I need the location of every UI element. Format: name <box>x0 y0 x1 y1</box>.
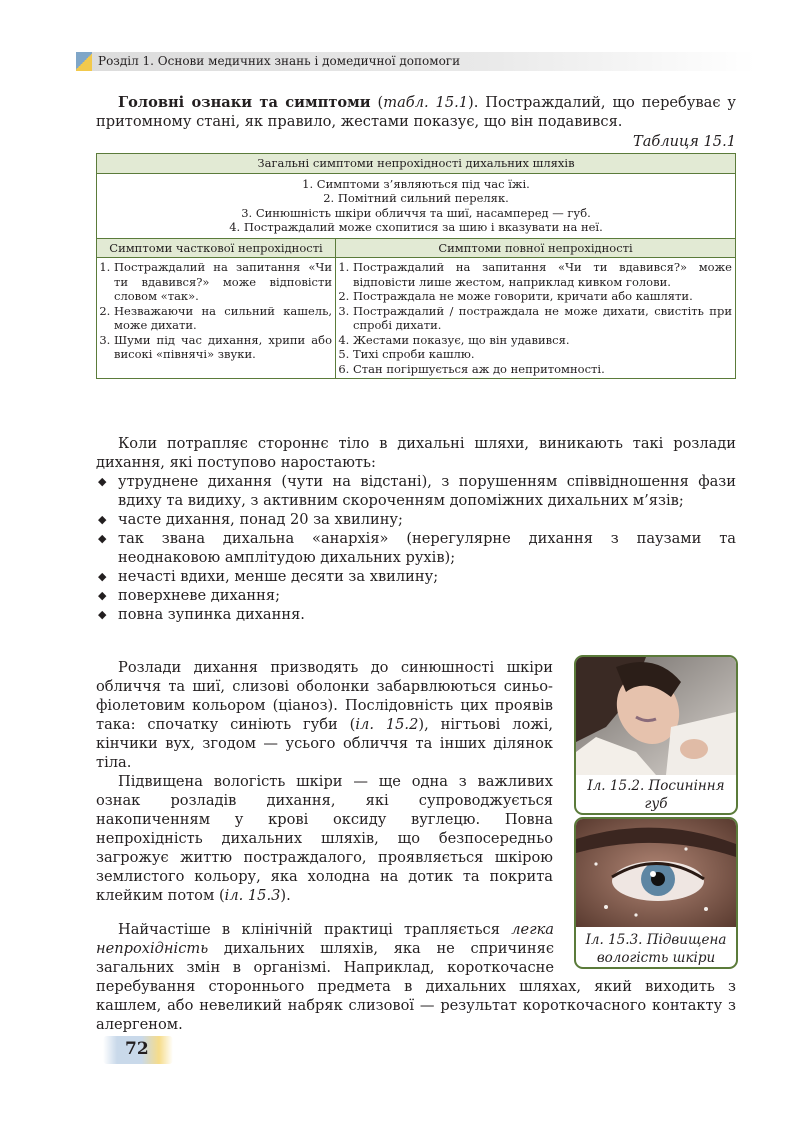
general-symptom-3: 3. Синюшність шкіри обличчя та шиї, насамперед — губ. <box>241 205 591 220</box>
full-symptom-1: 1. Постраждалий на запитання «Чи ти вдавився?» може відповісти лише жестом, наприклад кивком голови. <box>353 260 732 289</box>
figure-cyanosis-lips <box>574 655 738 815</box>
intro-text: ). Постраждалий, що перебуває у притомному стані, як правило, жестами показує, що він подавився. <box>96 94 736 130</box>
intro-ref-open: ( <box>370 94 384 111</box>
full-symptom-6: 6. Стан погіршується аж до непритомності. <box>353 362 732 377</box>
paragraph-moisture <box>96 772 553 905</box>
figure-caption-15-2: Іл. 15.2. Посиніння губ <box>587 778 725 812</box>
intro-paragraph <box>96 93 736 131</box>
p3-text-a: Підвищена вологість шкіри — ще одна з важливих ознак розладів дихання, які супроводжується накопиченням у крові оксиду вуглецю. Повна непрохідність дихальних шляхів, що безпосередньо загрожує життю постраждалого, проявляється шкірою землистого кольору, яка холодна на дотик та покрита клейким потом ( <box>96 773 553 904</box>
list-item <box>96 529 736 567</box>
list-item-text: нечасті вдихи, менше десяти за хвилину; <box>118 568 439 585</box>
list-item <box>96 586 736 605</box>
full-symptom-2: 2. Постраждала не може говорити, кричати або кашляти. <box>353 289 732 304</box>
p4-text-a: Найчастіше в клінічній практиці трапляється <box>118 921 512 938</box>
page-number: 72 <box>125 1039 149 1059</box>
partial-symptom-2: 2. Незважаючи на сильний кашель, може дихати. <box>114 304 332 333</box>
col-header-full: Симптоми повної непрохідності <box>336 238 736 258</box>
diamond-bullet-icon: ◆ <box>98 589 107 602</box>
list-item <box>96 472 736 510</box>
general-symptom-4: 4. Постраждалий може схопитися за шию і вказувати на неї. <box>229 220 603 234</box>
full-symptom-4: 4. Жестами показує, що він удавився. <box>353 333 732 348</box>
diamond-bullet-icon: ◆ <box>98 475 107 488</box>
general-symptom-1: 1. Симптоми з’являються під час їжі. <box>302 176 530 191</box>
disorders-list <box>96 472 736 624</box>
intro-bold-lead: Головні ознаки та симптоми <box>118 94 371 111</box>
list-item-text: утруднене дихання (чути на відстані), з порушенням співвідношення фази вдиху та видиху, з активним скороченням допоміжних дихальних м’язів; <box>118 473 736 509</box>
list-item <box>96 510 736 529</box>
list-item-text: так звана дихальна «анархія» (нерегулярне дихання з паузами та неоднаковою амплітудою дихальних рухів); <box>118 530 736 566</box>
header-corner-mark <box>76 52 92 71</box>
p2-figure-ref: іл. 15.2 <box>355 716 419 733</box>
p3-text-b: ). <box>280 887 291 904</box>
diamond-bullet-icon: ◆ <box>98 570 107 583</box>
breathing-disorders-section <box>96 434 736 624</box>
p4-emphasis: легка непрохідність <box>96 921 554 957</box>
diamond-bullet-icon: ◆ <box>98 532 107 545</box>
p4-text-b: дихальних шляхів, яка не спричиняє загальних змін в організмі. Наприклад, короткочасне перебування стороннього предмета в дихальних шляхах, який виходить з кашлем, або невеликий набряк слизової — результат короткочасного контакту з алергеном. <box>96 940 736 1033</box>
running-title: Розділ 1. Основи медичних знань і домедичної допомоги <box>98 54 461 68</box>
col-header-partial: Симптоми часткової непрохідності <box>97 238 336 258</box>
list-item-text: поверхневе дихання; <box>118 587 281 604</box>
narrow-text-column <box>96 658 553 905</box>
full-symptoms-cell <box>336 258 736 379</box>
intro-table-ref: табл. 15.1 <box>383 94 469 111</box>
diamond-bullet-icon: ◆ <box>98 513 107 526</box>
diamond-bullet-icon: ◆ <box>98 608 107 621</box>
paragraph-disorders-intro: Коли потрапляє стороннє тіло в дихальні шляхи, виникають такі розлади дихання, які поступово наростають: <box>96 435 736 471</box>
p2-text-b: ), нігтьові ложі, кінчики вух, згодом — усього обличчя та інших ділянок тіла. <box>96 716 554 771</box>
table-caption: Таблиця 15.1 <box>632 133 736 150</box>
list-item <box>96 605 736 624</box>
p2-text-a: Розлади дихання призводять до синюшності шкіри обличчя та шиї, слизові оболонки забарвлюються синьо-фіолетовим кольором (ціаноз). Послідовність цих проявів така: спочатку синіють губи ( <box>96 659 553 733</box>
full-symptom-3: 3. Постраждалий / постраждала не може дихати, свистіть при спробі дихати. <box>353 304 732 333</box>
figure-caption-15-3: Іл. 15.3. Підвищена вологість шкіри <box>585 932 727 966</box>
general-symptoms-cell <box>97 173 736 238</box>
list-item <box>96 567 736 586</box>
symptoms-table <box>96 153 736 379</box>
running-header <box>76 52 756 71</box>
paragraph-cyanosis <box>96 658 553 772</box>
partial-symptom-3: 3. Шуми під час дихання, хрипи або високі «півнячі» звуки. <box>114 333 332 362</box>
photo-woman-choking <box>576 657 736 775</box>
photo-sweaty-eye <box>576 819 736 927</box>
partial-symptoms-cell <box>97 258 336 379</box>
list-item-text: часте дихання, понад 20 за хвилину; <box>118 511 403 528</box>
partial-symptom-1: 1. Постраждалий на запитання «Чи ти вдавився?» може відповісти словом «так». <box>114 260 332 304</box>
table-title: Загальні симптоми непрохідності дихальних шляхів <box>97 154 736 174</box>
full-symptom-5: 5. Тихі спроби кашлю. <box>353 347 732 362</box>
page-number-badge <box>103 1036 173 1064</box>
figure-skin-moisture <box>574 817 738 969</box>
general-symptom-2: 2. Помітний сильний переляк. <box>323 191 509 205</box>
p3-figure-ref: іл. 15.3 <box>224 887 281 904</box>
list-item-text: повна зупинка дихання. <box>118 606 305 623</box>
